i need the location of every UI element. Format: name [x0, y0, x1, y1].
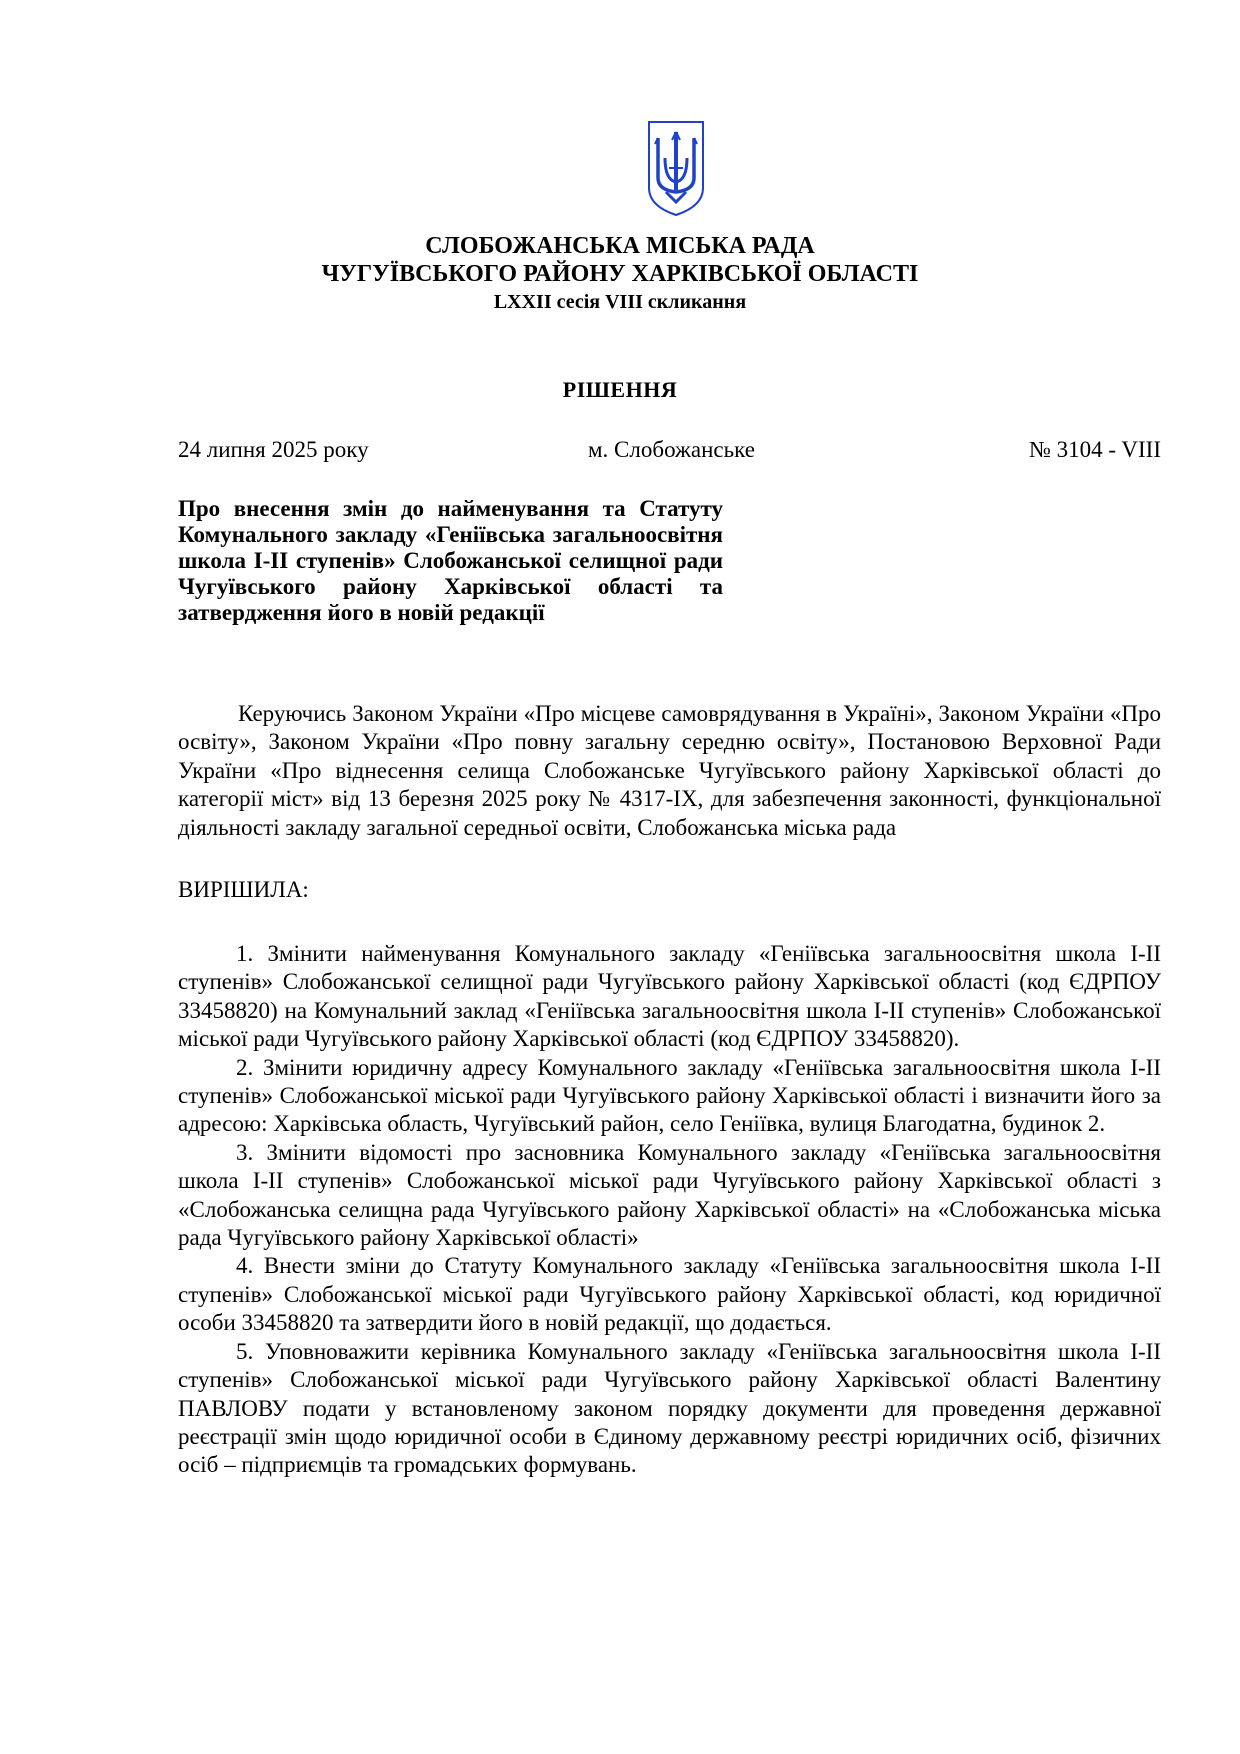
decision-items	[178, 940, 1161, 1480]
decision-item-5: 5. Уповноважити керівника Комунального закладу «Геніївська загальноосвітня школа I-II ступенів» Слобожанської міської ради Чугуївського району Харківської області Валентину ПАВЛОВУ подати у встановленому законом порядку документи для проведення державної реєстрації змін щодо юридичної особи в Єдиному державному реєстрі юридичних осіб, фізичних осіб – підприємців та громадських формувань.	[178, 1338, 1161, 1478]
decision-item-3: 3. Змінити відомості про засновника Комунального закладу «Геніївська загальноосвітня школа I-II ступенів» Слобожанської міської ради Чугуївського району Харківської області з «Слобожанська селищна рада Чугуївського району Харківської області» на «Слобожанська міська рада Чугуївського району Харківської області»	[178, 1139, 1161, 1251]
preamble-paragraph: Керуючись Законом України «Про місцеве самоврядування в Україні», Законом України «Про освіту», Законом України «Про повну загальну середню освіту», Постановою Верховної Ради України «Про віднесення селища Слобожанське Чугуївського району Харківської області до категорії міст» від 13 березня 2025 року № 4317-IX, для забезпечення законності, функціональної діяльності закладу загальної середньої освіти, Слобожанська міська рада	[178, 701, 1161, 840]
council-name: СЛОБОЖАНСЬКА МІСЬКА РАДА	[425, 233, 815, 259]
council-header	[0, 232, 1240, 316]
decision-subject: Про внесення змін до найменування та Статуту Комунального закладу «Геніївська загальноосвітня школа I-II ступенів» Слобожанської селищної ради Чугуївського району Харківської області та затвердження його в новій редакції	[178, 496, 723, 625]
decision-number: № 3104 - VIII	[1028, 437, 1161, 462]
decision-item-1: 1. Змінити найменування Комунального закладу «Геніївська загальноосвітня школа I-II ступенів» Слобожанської селищної ради Чугуївського району Харківської області (код ЄДРПОУ 33458820) на Комунальний заклад «Геніївська загальноосвітня школа I-II ступенів» Слобожанської міської ради Чугуївського району Харківської області (код ЄДРПОУ 33458820).	[178, 941, 1161, 1052]
document-type-title: РІШЕННЯ	[562, 377, 678, 402]
decision-date: 24 липня 2025 року	[178, 437, 369, 462]
decision-place: м. Слобожанське	[588, 437, 755, 462]
trident-coat-of-arms-icon	[645, 118, 707, 218]
decision-item-4: 4. Внести зміни до Статуту Комунального закладу «Геніївська загальноосвітня школа I-II ступенів» Слобожанської міської ради Чугуївського району Харківської області, код юридичної особи 33458820 та затвердити його в новій редакції, що додається.	[178, 1253, 1161, 1336]
decided-label: ВИРІШИЛА:	[178, 877, 309, 902]
decision-item-2: 2. Змінити юридичну адресу Комунального закладу «Геніївська загальноосвітня школа I-II ступенів» Слобожанської міської ради Чугуївського району Харківської області і визначити його за адресою: Харківська область, Чугуївський район, село Геніївка, вулиця Благодатна, будинок 2.	[178, 1054, 1161, 1137]
council-region: ЧУГУЇВСЬКОГО РАЙОНУ ХАРКІВСЬКОЇ ОБЛАСТІ	[321, 261, 919, 287]
session-info: LXXII сесія VIII скликання	[493, 291, 747, 313]
